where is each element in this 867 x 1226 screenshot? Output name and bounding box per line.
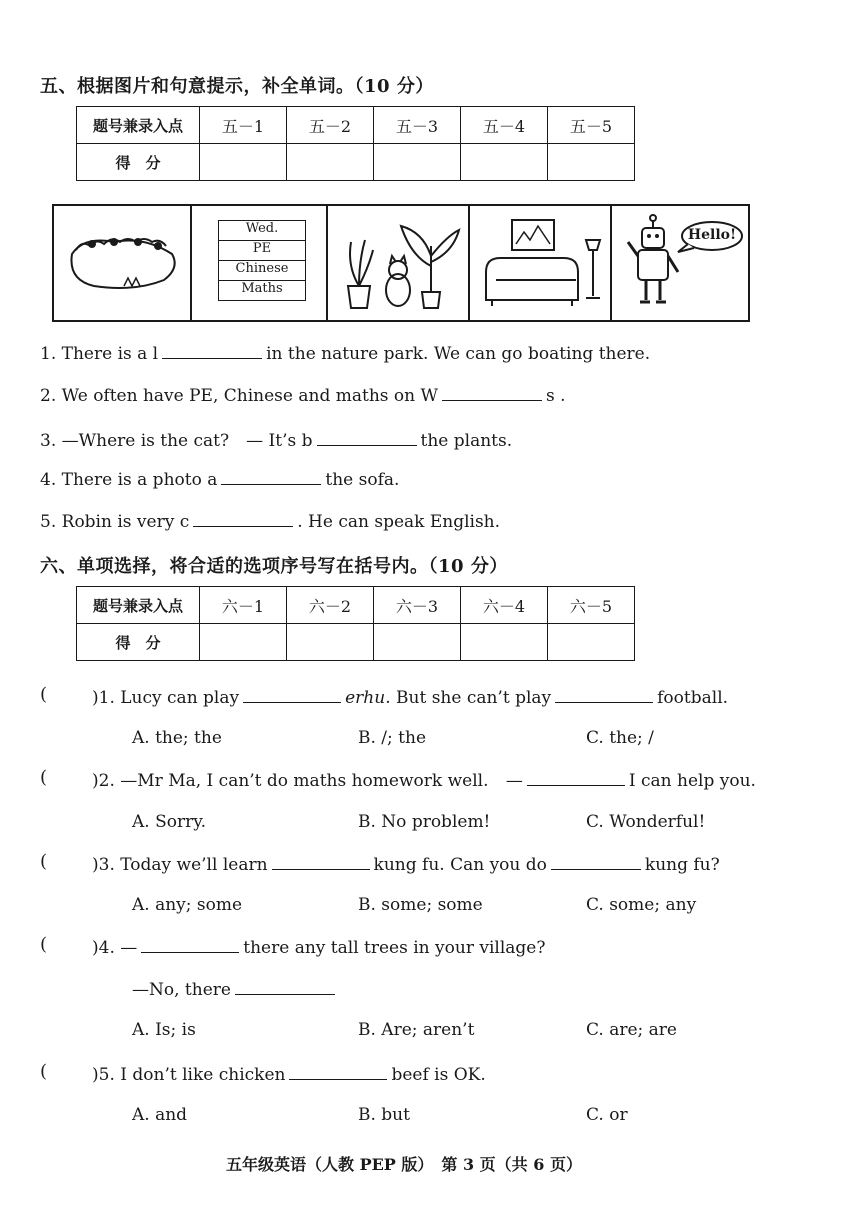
question-text: . He can speak English. — [297, 512, 501, 532]
score-col-header: 五－1 — [200, 107, 287, 144]
question-number: )5. — [92, 1065, 115, 1085]
question-number: 2. — [40, 386, 57, 406]
question-text: there any tall trees in your village? — [243, 938, 546, 958]
question-number: )2. — [92, 771, 115, 791]
question-text: There is a l — [61, 344, 159, 364]
question-number: 5. — [40, 512, 57, 532]
option-c[interactable]: C. or — [586, 1105, 628, 1125]
fill-question — [40, 468, 399, 490]
question-text: kung fu? — [644, 855, 720, 875]
speech-bubble-text: Hello! — [687, 227, 737, 243]
lake-icon — [54, 206, 190, 320]
option-a[interactable]: A. and — [132, 1105, 188, 1125]
question-text: Robin is very c — [61, 512, 190, 532]
cat-plants-icon — [328, 206, 468, 320]
score-cell[interactable] — [461, 624, 548, 661]
question-number: 1. — [40, 344, 57, 364]
fill-question — [40, 426, 512, 451]
answer-paren[interactable]: ( — [40, 851, 48, 872]
option-b[interactable]: B. some; some — [358, 895, 483, 915]
question-text: the sofa. — [325, 470, 400, 490]
answer-paren[interactable]: ( — [40, 1061, 48, 1082]
page-footer: 五年级英语（人教 PEP 版） 第 3 页（共 6 页） — [226, 1155, 582, 1174]
option-b[interactable]: B. but — [358, 1105, 410, 1125]
timetable-cell: Wed. — [218, 220, 306, 241]
choice-question-line2 — [132, 978, 339, 1000]
answer-paren[interactable]: ( — [40, 767, 48, 788]
section6-heading: 六、单项选择，将合适的选项序号写在括号内。（10 分） — [40, 556, 508, 577]
section5-heading: 五、根据图片和句意提示，补全单词。（10 分） — [40, 76, 434, 97]
question-text: I can help you. — [628, 771, 756, 791]
answer-paren[interactable]: ( — [40, 684, 48, 705]
question-text: the plants. — [420, 431, 513, 451]
option-a[interactable]: A. any; some — [132, 895, 243, 915]
timetable-cell: Chinese — [218, 261, 306, 281]
answer-blank[interactable] — [193, 510, 293, 527]
question-text: —Mr Ma, I can’t do maths homework well. — [120, 771, 489, 791]
option-a[interactable]: A. the; the — [132, 728, 222, 748]
question-text: There is a photo a — [61, 470, 218, 490]
answer-blank[interactable] — [141, 936, 239, 953]
score-cell[interactable] — [287, 624, 374, 661]
question-number: )1. — [92, 688, 115, 708]
choice-question — [92, 936, 545, 958]
robot-picture — [612, 206, 748, 320]
option-b[interactable]: B. /; the — [358, 728, 426, 748]
score-col-header: 五－3 — [374, 107, 461, 144]
timetable-cell: Maths — [218, 281, 306, 301]
question-text: — — [120, 938, 138, 958]
score-col-header: 六－4 — [461, 587, 548, 624]
answer-blank[interactable] — [235, 978, 335, 995]
fill-question — [40, 342, 650, 364]
question-text: — — [505, 771, 523, 791]
score-cell[interactable] — [200, 624, 287, 661]
score-cell[interactable] — [548, 144, 635, 181]
option-a[interactable]: A. Is; is — [132, 1020, 196, 1040]
option-b[interactable]: B. No problem! — [358, 812, 491, 832]
section6-score-table — [76, 586, 635, 661]
question-text: We often have PE, Chinese and maths on W — [61, 386, 438, 406]
picture-row — [52, 204, 750, 322]
timetable-cell: PE — [218, 241, 306, 261]
option-b[interactable]: B. Are; aren’t — [358, 1020, 475, 1040]
score-col-header: 六－5 — [548, 587, 635, 624]
score-cell[interactable] — [374, 144, 461, 181]
answer-blank[interactable] — [221, 468, 321, 485]
question-text: I don’t like chicken — [120, 1065, 286, 1085]
question-text: But she can’t play — [396, 688, 552, 708]
question-text: s . — [545, 386, 566, 406]
score-cell[interactable] — [287, 144, 374, 181]
sofa-photo-icon — [470, 206, 610, 320]
question-text: in the nature park. We can go boating there. — [266, 344, 651, 364]
option-a[interactable]: A. Sorry. — [132, 812, 206, 832]
option-c[interactable]: C. the; / — [586, 728, 654, 748]
question-text: Lucy can play — [120, 688, 240, 708]
answer-blank[interactable] — [289, 1063, 387, 1080]
option-c[interactable]: C. some; any — [586, 895, 697, 915]
answer-paren[interactable]: ( — [40, 934, 48, 955]
score-col-header: 六－3 — [374, 587, 461, 624]
lake-picture — [54, 206, 192, 320]
robot-icon — [612, 206, 748, 320]
score-cell[interactable] — [374, 624, 461, 661]
answer-blank[interactable] — [551, 853, 641, 870]
fill-question — [40, 510, 500, 532]
sofa-picture — [470, 206, 612, 320]
timetable-picture — [192, 206, 328, 320]
answer-blank[interactable] — [442, 384, 542, 401]
choice-question — [92, 769, 756, 791]
question-text: kung fu. Can you do — [373, 855, 547, 875]
choice-question — [92, 1063, 486, 1085]
answer-blank[interactable] — [272, 853, 370, 870]
timetable — [218, 220, 306, 301]
question-number: )3. — [92, 855, 115, 875]
score-cell[interactable] — [461, 144, 548, 181]
question-text: —No, there — [132, 980, 231, 1000]
answer-blank[interactable] — [555, 686, 653, 703]
question-text: erhu. — [345, 688, 391, 708]
answer-blank[interactable] — [527, 769, 625, 786]
choice-question — [92, 853, 720, 875]
score-col-header: 五－5 — [548, 107, 635, 144]
fill-question — [40, 384, 566, 406]
score-row-label: 题号兼录入点 — [77, 107, 200, 144]
score-cell[interactable] — [200, 144, 287, 181]
question-text: football. — [657, 688, 729, 708]
score-col-header: 六－1 — [200, 587, 287, 624]
question-number: 4. — [40, 470, 57, 490]
question-text: Today we’ll learn — [120, 855, 268, 875]
cat-plants-picture — [328, 206, 470, 320]
question-number: )4. — [92, 938, 115, 958]
question-text: —Where is the cat? — It’s b — [61, 431, 313, 451]
answer-blank[interactable] — [162, 342, 262, 359]
score-cell[interactable] — [548, 624, 635, 661]
score-row-label: 得 分 — [77, 624, 200, 661]
option-c[interactable]: C. are; are — [586, 1020, 677, 1040]
option-c[interactable]: C. Wonderful! — [586, 812, 706, 832]
score-row-label: 得 分 — [77, 144, 200, 181]
choice-question — [92, 686, 728, 708]
answer-blank[interactable] — [317, 429, 417, 446]
answer-blank[interactable] — [243, 686, 341, 703]
score-row-label: 题号兼录入点 — [77, 587, 200, 624]
score-col-header: 五－4 — [461, 107, 548, 144]
question-text: beef is OK. — [391, 1065, 486, 1085]
question-number: 3. — [40, 431, 57, 451]
score-col-header: 五－2 — [287, 107, 374, 144]
section5-score-table — [76, 106, 635, 181]
score-col-header: 六－2 — [287, 587, 374, 624]
